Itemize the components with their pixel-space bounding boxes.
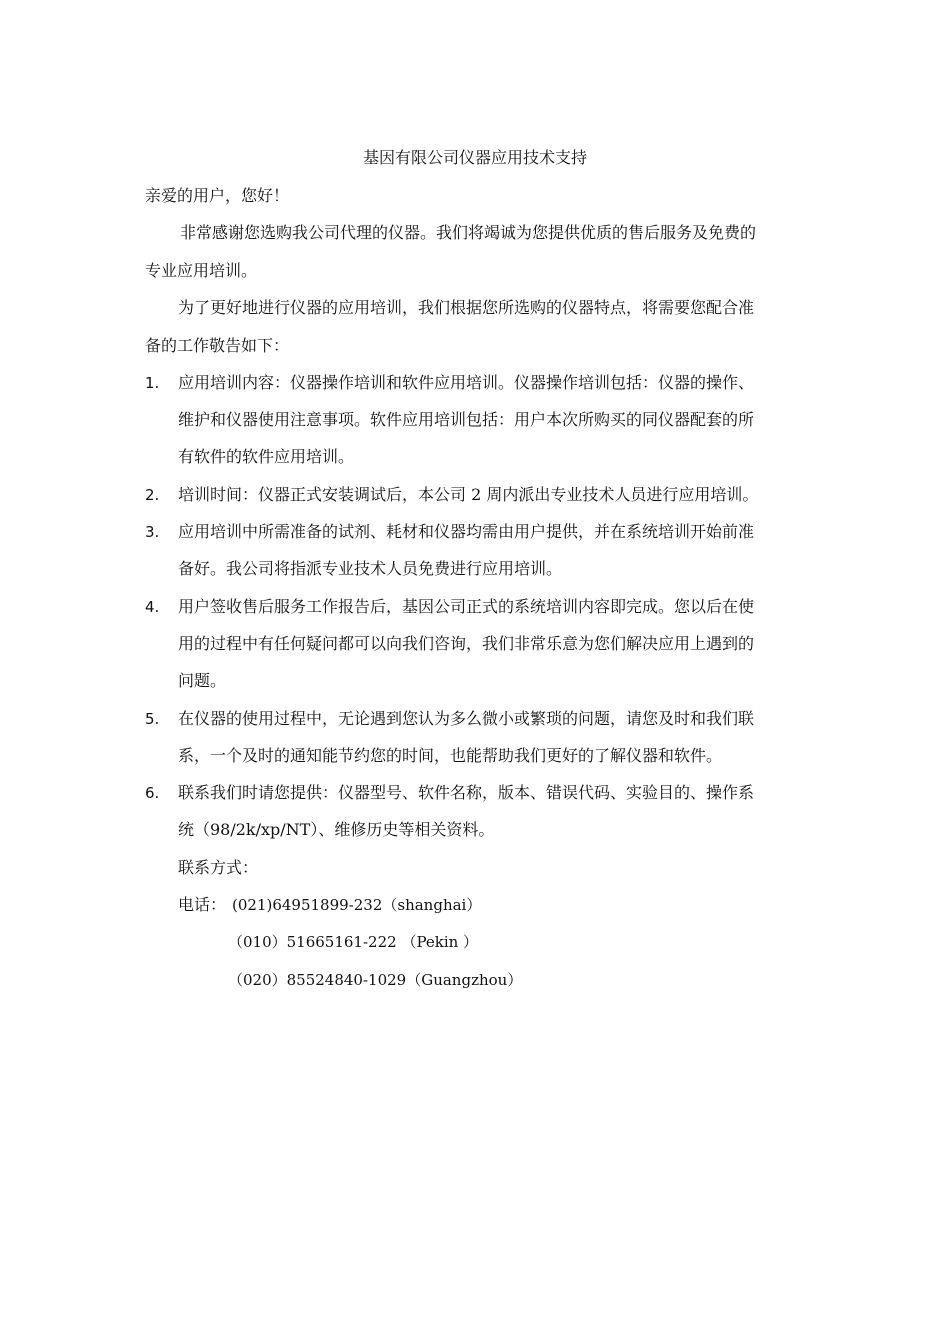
list-item-number: 2. (145, 486, 160, 504)
phone-shanghai: (021)64951899-232（shanghai） (232, 896, 482, 914)
intro-line-2: 专业应用培训。 (145, 261, 258, 280)
intro-line-1: 非常感谢您选购我公司代理的仪器。我们将竭诚为您提供优质的售后服务及免费的 (180, 223, 757, 242)
preface-line-2: 备的工作敬告如下： (145, 336, 290, 355)
list-item-number: 6. (145, 784, 160, 802)
list-item-number: 1. (145, 374, 160, 392)
list-item-line: 备好。我公司将指派专业技术人员免费进行应用培训。 (178, 559, 563, 578)
list-item-number: 4. (145, 598, 160, 616)
list-item-line: 系，一个及时的通知能节约您的时间，也能帮助我们更好的了解仪器和软件。 (178, 746, 723, 765)
list-item-line: 在仪器的使用过程中，无论遇到您认为多么微小或繁琐的问题，请您及时和我们联 (178, 709, 755, 728)
list-item-line: 培训时间：仪器正式安装调试后，本公司 2 周内派出专业技术人员进行应用培训。 (178, 485, 759, 504)
greeting: 亲爱的用户，您好！ (145, 186, 290, 205)
list-item-line: 应用培训内容：仪器操作培训和软件应用培训。仪器操作培训包括：仪器的操作、 (178, 373, 755, 392)
phone-guangzhou: （020）85524840-1029（Guangzhou） (228, 971, 523, 989)
list-item-line: 问题。 (178, 671, 227, 690)
list-item-line: 维护和仪器使用注意事项。软件应用培训包括：用户本次所购买的同仪器配套的所 (178, 410, 755, 429)
list-item-number: 3. (145, 523, 160, 541)
document-title: 基因有限公司仪器应用技术支持 (362, 148, 587, 167)
list-item-number: 5. (145, 710, 160, 728)
list-item-line: 有软件的软件应用培训。 (178, 447, 355, 466)
list-item-line: 联系我们时请您提供：仪器型号、软件名称，版本、错误代码、实验目的、操作系 (178, 783, 755, 802)
phone-label: 电话： (178, 895, 227, 914)
list-item-line: 用的过程中有任何疑问都可以向我们咨询，我们非常乐意为您们解决应用上遇到的 (178, 634, 755, 653)
list-item-line: 统（98/2k/xp/NT）、维修历史等相关资料。 (178, 820, 495, 839)
list-item-line: 应用培训中所需准备的试剂、耗材和仪器均需由用户提供，并在系统培训开始前准 (178, 522, 755, 541)
list-item-line: 用户签收售后服务工作报告后，基因公司正式的系统培训内容即完成。您以后在使 (178, 597, 755, 616)
phone-pekin: （010）51665161-222 （Pekin ） (228, 933, 479, 951)
contact-label: 联系方式： (178, 858, 259, 877)
preface-line-1: 为了更好地进行仪器的应用培训，我们根据您所选购的仪器特点，将需要您配合准 (178, 298, 755, 317)
